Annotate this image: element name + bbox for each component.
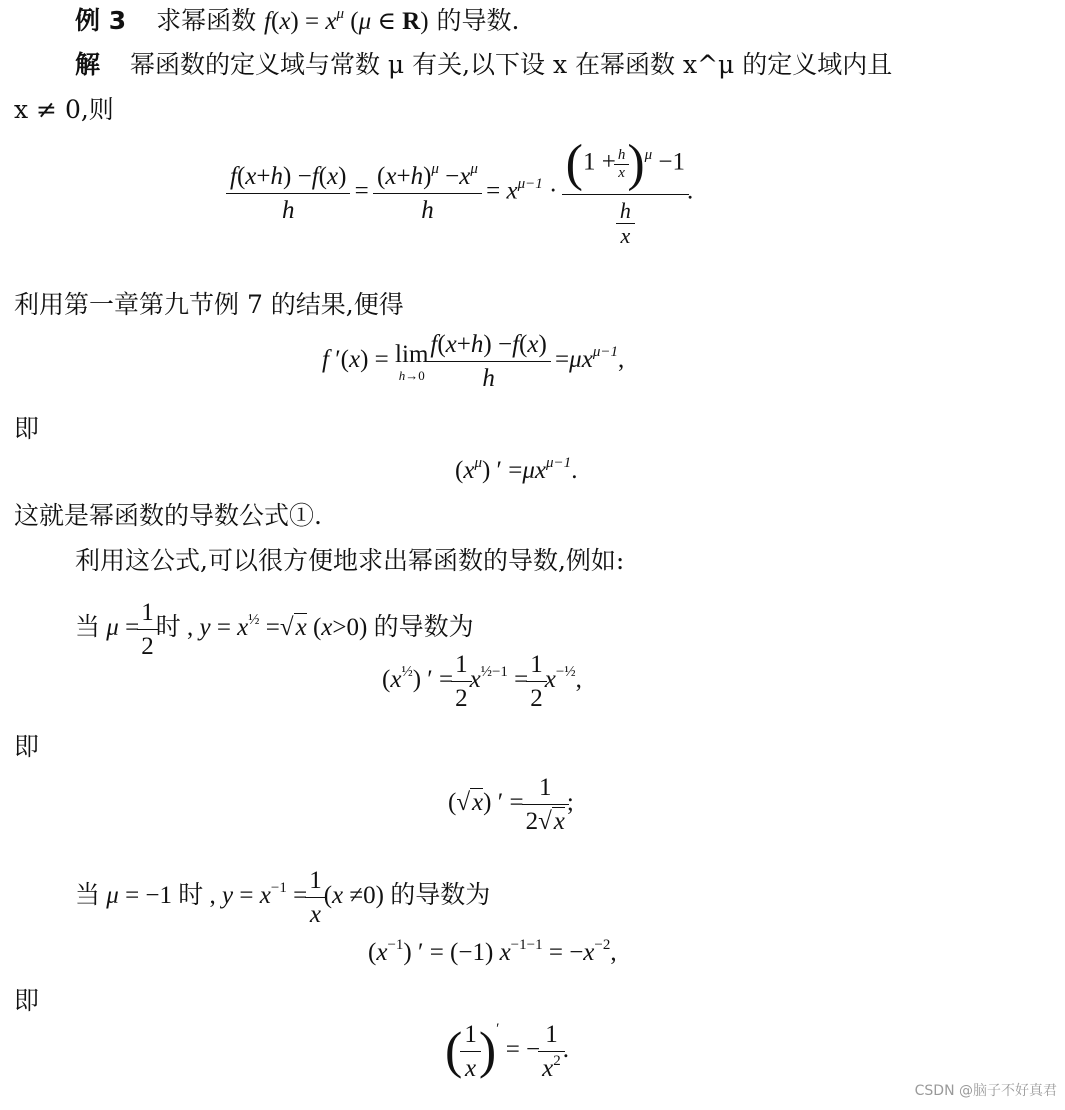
sqrt-derivative-formula: (√x) ′ = $\frac{1}{2√x}$ ;: [448, 774, 574, 835]
chapter-reference-text: 利用第一章第九节例 7 的结果,便得: [14, 290, 404, 319]
case2-prefix: 当: [75, 880, 101, 910]
power-formula-text: 这就是幂函数的导数公式①.: [14, 501, 322, 530]
case2-suffix: 的导数为: [390, 880, 491, 910]
case1-prefix: 当: [75, 612, 101, 642]
example-heading: [75, 8, 519, 34]
derivative-limit-formula: f ′(x) = lim h→0 $\frac{f(x+h) -f(x)}{h}$ $=\mu x^{\mu-1}$,: [322, 331, 625, 392]
case-mu-minus-one: 当 μ = −1 时 , $y = x^{-1}$ = $\frac{1}{x}$ (x ≠0) 的导数为: [75, 867, 491, 928]
ji-label-1: 即: [14, 414, 40, 443]
reciprocal-derivative-formula: ( $\frac{1}{x}$ )′ = − $\frac{1}{x^2}$ .: [445, 1021, 569, 1082]
solution-label: 解: [75, 50, 101, 79]
case1-suffix: 的导数为: [373, 612, 474, 642]
reciprocal-power-derivative-formula: $(x^{-1})$ ′ = (−1) $x^{-1-1} = -x^{-2}$,: [368, 937, 617, 966]
solution-line-1: [75, 52, 892, 77]
case-mu-half: 当 μ = $\frac{1}{2}$ 时 , $y = x^{\frac{1}{2}} =√x$ (x>0) 的导数为: [75, 599, 474, 660]
solution-line-2: x ≠ 0,则: [14, 95, 114, 124]
solution-text-1: 幂函数的定义域与常数 μ 有关,以下设 x 在幂函数 x^μ 的定义域内且: [129, 50, 893, 79]
csdn-watermark: CSDN @脑子不好真君: [914, 1083, 1057, 1099]
power-derivative-formula: $(x^\mu)$ ′ $=\mu x^{\mu-1}$.: [455, 455, 578, 484]
example-statement-formula: $f(x) = x^\mu$ (μ ∈ R): [264, 6, 429, 35]
usage-text: 利用这公式,可以很方便地求出幂函数的导数,例如:: [75, 546, 625, 575]
example-statement-prefix: 求幂函数: [156, 6, 257, 35]
example-label: 例 3: [75, 6, 127, 35]
sqrt-power-derivative-formula: $(x^{\frac{1}{2}})$ ′ = $\frac{1}{2}$ $x^{\frac{1}{2}-1}$ = $\frac{1}{2}$ $x^{-\frac{1}{2}}$,: [382, 651, 582, 712]
example-statement-suffix: 的导数.: [436, 6, 520, 35]
ji-label-2: 即: [14, 732, 40, 761]
difference-quotient-formula: $\frac{f(x+h) -f(x)}{h}$ = $\frac{(x+h)^\mu -x^\mu}{h}$ = $x^{\mu-1}$ · (1 + $\frac{h}{x}$ )$^\mu$ −1 $\frac{h}{x}$ .: [228, 138, 693, 248]
ji-label-3: 即: [14, 986, 40, 1015]
